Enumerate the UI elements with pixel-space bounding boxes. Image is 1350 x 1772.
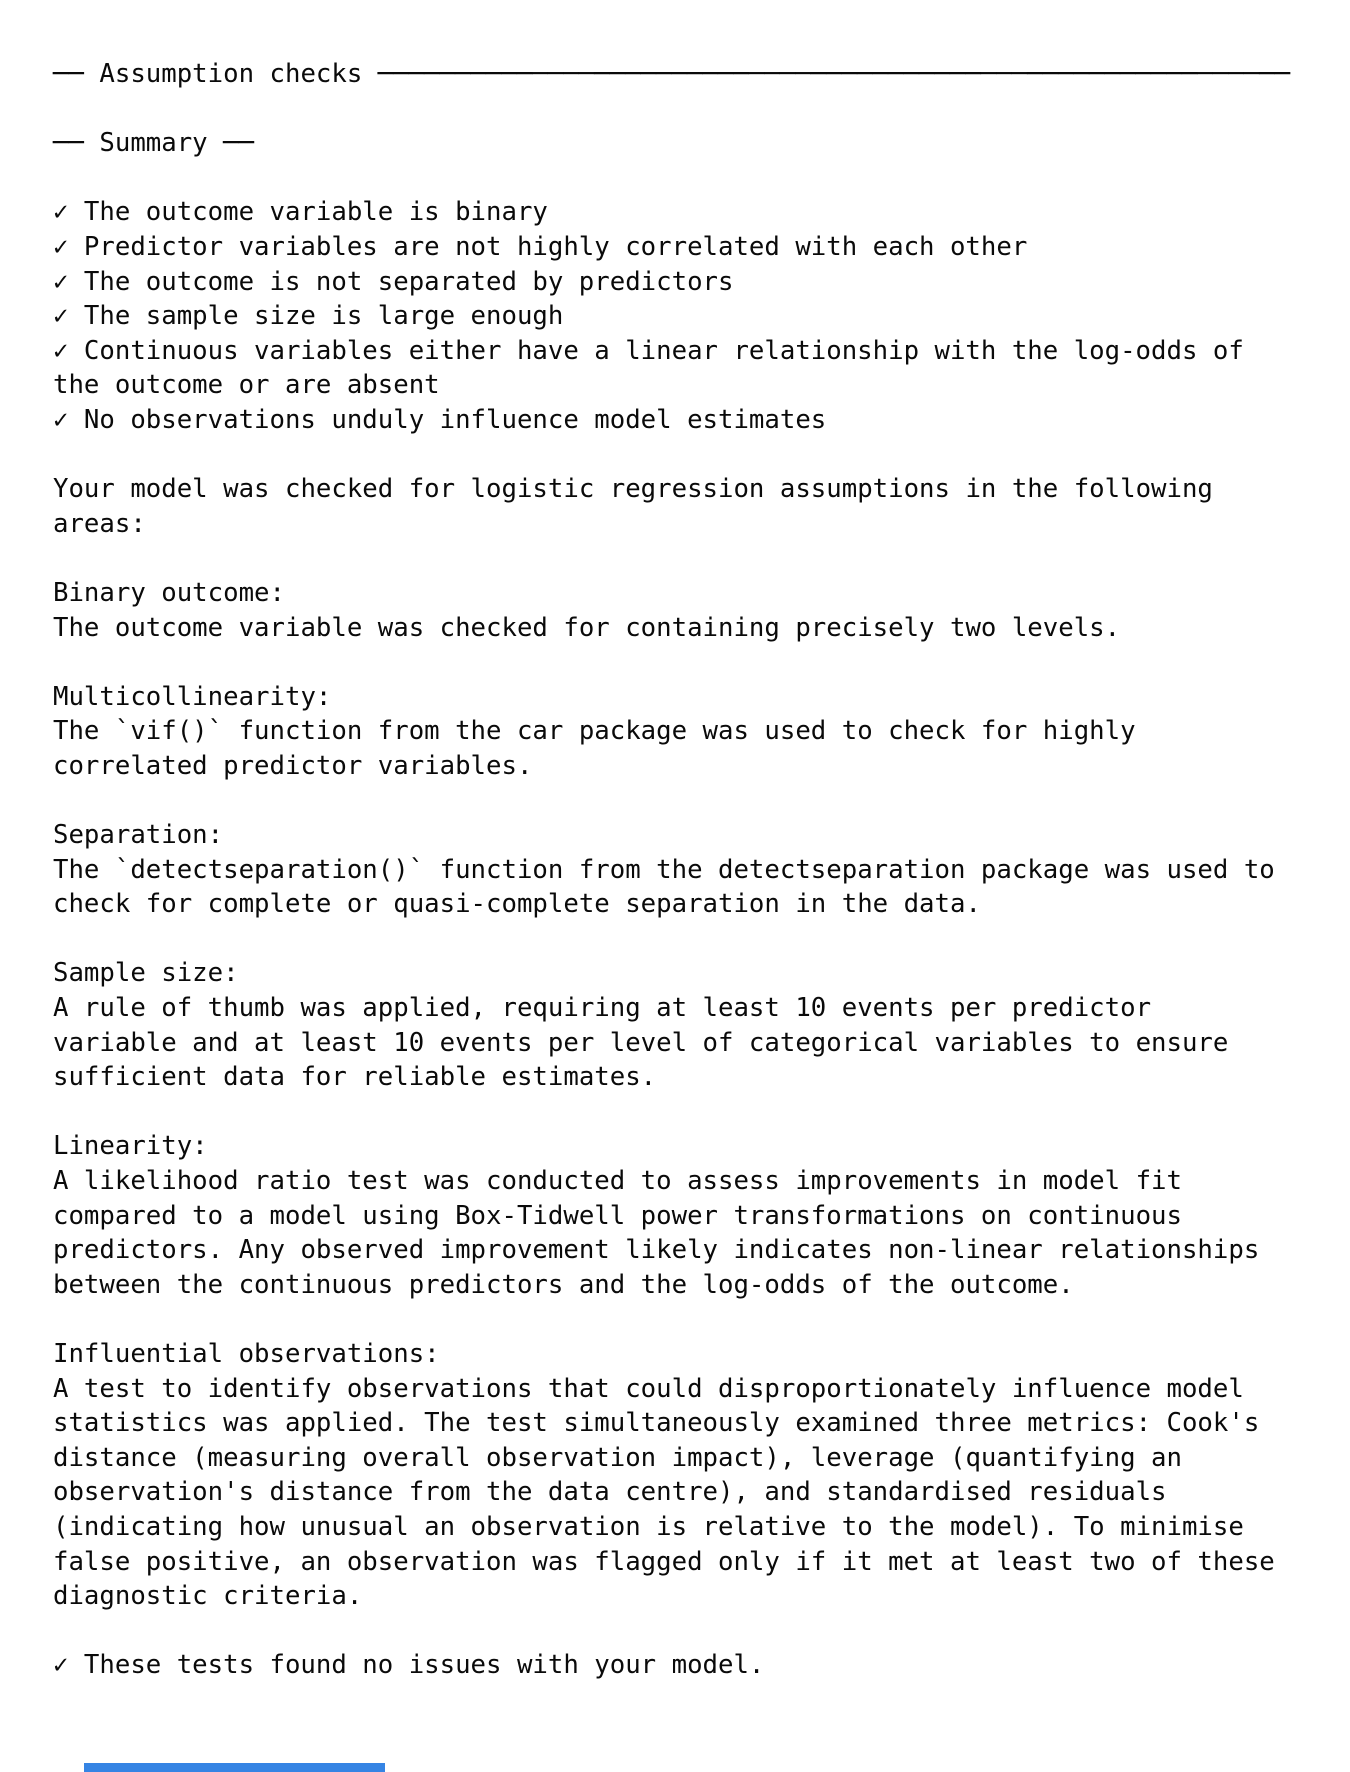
- assumption-section-influential-observations: [53, 1337, 1275, 1614]
- check-icon: ✓: [53, 266, 69, 297]
- intro-paragraph: Your model was checked for logistic regression assumptions in the following areas:: [53, 474, 1213, 539]
- rule-label-summary: Summary: [99, 128, 208, 159]
- check-icon: ✓: [53, 301, 69, 332]
- rule-dash-trailing: ──: [223, 128, 255, 159]
- checklist-item: [53, 334, 1275, 403]
- section-heading: Multicollinearity:: [53, 681, 332, 712]
- checklist-item: [53, 265, 1275, 300]
- check-icon: ✓: [53, 197, 69, 228]
- section-body: The outcome variable was checked for containing precisely two levels.: [53, 612, 1121, 643]
- check-icon: ✓: [53, 335, 69, 366]
- assumption-section-linearity: [53, 1129, 1275, 1302]
- checklist-item-text: The outcome is not separated by predictors: [83, 266, 734, 297]
- partially-visible-blue-element[interactable]: [84, 1763, 385, 1772]
- conclusion-text: These tests found no issues with your model.: [83, 1650, 765, 1681]
- check-icon: ✓: [53, 1650, 69, 1681]
- checklist-item-text: No observations unduly influence model estimates: [83, 404, 827, 435]
- assumption-section-multicollinearity: [53, 680, 1275, 784]
- section-heading: Linearity:: [53, 1131, 208, 1162]
- checklist-item-text: Predictor variables are not highly correlated with each other: [83, 231, 1028, 262]
- section-heading: Influential observations:: [53, 1338, 440, 1369]
- section-rule-summary: [53, 126, 1275, 161]
- checklist-item-text: The outcome variable is binary: [83, 197, 548, 228]
- section-heading: Separation:: [53, 820, 224, 851]
- rule-dash-prefix: ──: [53, 128, 84, 159]
- checklist-item: [53, 403, 1275, 438]
- assumption-section-binary-outcome: [53, 576, 1275, 645]
- section-body: The `detectseparation()` function from the detectseparation package was used to check for complete or quasi-complete separation in the data.: [53, 854, 1275, 920]
- conclusion-line: [53, 1648, 1275, 1683]
- checklist-item: [53, 230, 1275, 265]
- rule-dash-trailing: ───────────────────────────────────────────────────────────: [377, 59, 1291, 89]
- assumption-checklist: [53, 195, 1275, 437]
- rule-dash-prefix: ──: [53, 59, 84, 89]
- section-body: The `vif()` function from the car package was used to check for highly correlated predictor variables.: [53, 716, 1136, 781]
- check-icon: ✓: [53, 231, 69, 262]
- checklist-item-text: Continuous variables either have a linear relationship with the log-odds of the outcome or are absent: [53, 335, 1244, 401]
- assumption-section-sample-size: [53, 956, 1275, 1094]
- assumption-section-separation: [53, 818, 1275, 922]
- section-heading: Binary outcome:: [53, 577, 285, 608]
- section-heading: Sample size:: [53, 958, 239, 989]
- section-body: A test to identify observations that could disproportionately influence model statistics was applied. The test simultaneously examined three metrics: Cook's distance (measuring overall observation impact), leverage (quantifying an observation's distance from the data centre), and standardised residuals (indicating how unusual an observation is relative to the model). To minimise false positive, an observation was flagged only if it met at least two of these diagnostic criteria.: [53, 1373, 1275, 1612]
- section-rule-assumption-checks: [53, 57, 1291, 92]
- section-body: A rule of thumb was applied, requiring at least 10 events per predictor variable and at least 10 events per level of categorical variables to ensure sufficient data for reliable estimates.: [53, 993, 1229, 1093]
- checklist-item-text: The sample size is large enough: [83, 301, 564, 332]
- checklist-item: [53, 299, 1275, 334]
- check-icon: ✓: [53, 404, 69, 435]
- checklist-item: [53, 195, 1275, 230]
- rule-label-assumption-checks: Assumption checks: [99, 59, 363, 89]
- section-body: A likelihood ratio test was conducted to assess improvements in model fit compared to a model using Box-Tidwell power transformations on continuous predictors. Any observed improvement likely indicates non-linear relationships between the continuous predictors and the log-odds of the outcome.: [53, 1166, 1260, 1300]
